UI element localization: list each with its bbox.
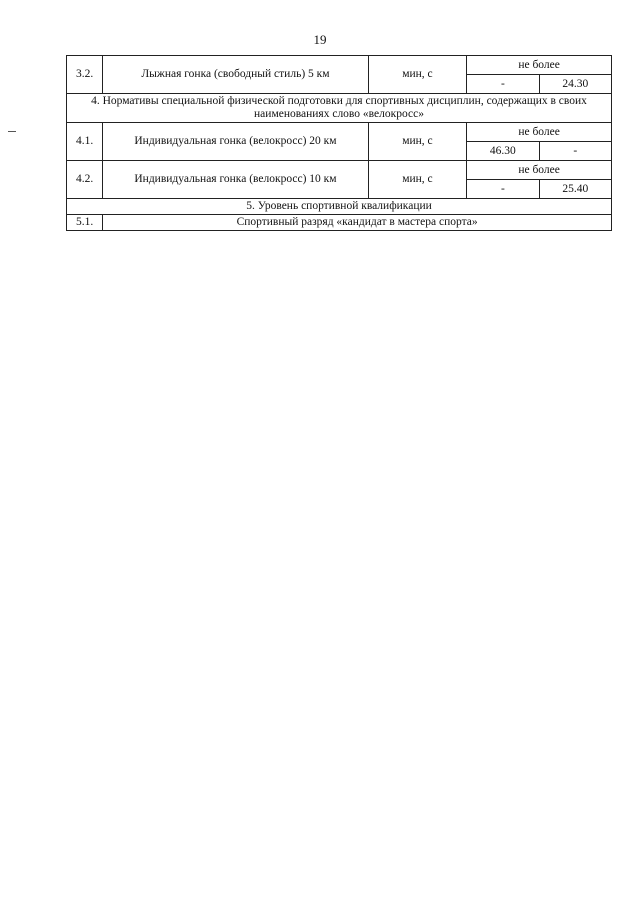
unit-cell: мин, с [368, 56, 466, 94]
limit-header: не более [467, 56, 612, 75]
limit-header: не более [467, 123, 612, 142]
row-number: 4.1. [67, 123, 103, 161]
table-row [67, 123, 612, 142]
value-cell: - [467, 75, 539, 94]
page-number: 19 [313, 32, 327, 47]
margin-mark [8, 131, 16, 132]
value-cell: 25.40 [539, 180, 611, 199]
discipline-name: Индивидуальная гонка (велокросс) 10 км [103, 161, 368, 199]
unit-cell: мин, с [368, 123, 466, 161]
section-heading: 4. Нормативы специальной физической подготовки для спортивных дисциплин, содержащих в своих наименованиях слово «велокросс» [67, 94, 612, 123]
value-cell: 46.30 [467, 142, 539, 161]
value-cell: - [467, 180, 539, 199]
section-row [67, 94, 612, 123]
qualification-name: Спортивный разряд «кандидат в мастера спорта» [103, 215, 612, 231]
table-row [67, 161, 612, 180]
standards-table [66, 55, 612, 231]
section-row [67, 199, 612, 215]
unit-cell: мин, с [368, 161, 466, 199]
discipline-name: Индивидуальная гонка (велокросс) 20 км [103, 123, 368, 161]
table-row [67, 56, 612, 75]
row-number: 3.2. [67, 56, 103, 94]
row-number: 5.1. [67, 215, 103, 231]
value-cell: 24.30 [539, 75, 611, 94]
discipline-name: Лыжная гонка (свободный стиль) 5 км [103, 56, 368, 94]
value-cell: - [539, 142, 611, 161]
table-row [67, 215, 612, 231]
limit-header: не более [467, 161, 612, 180]
section-heading: 5. Уровень спортивной квалификации [67, 199, 612, 215]
row-number: 4.2. [67, 161, 103, 199]
